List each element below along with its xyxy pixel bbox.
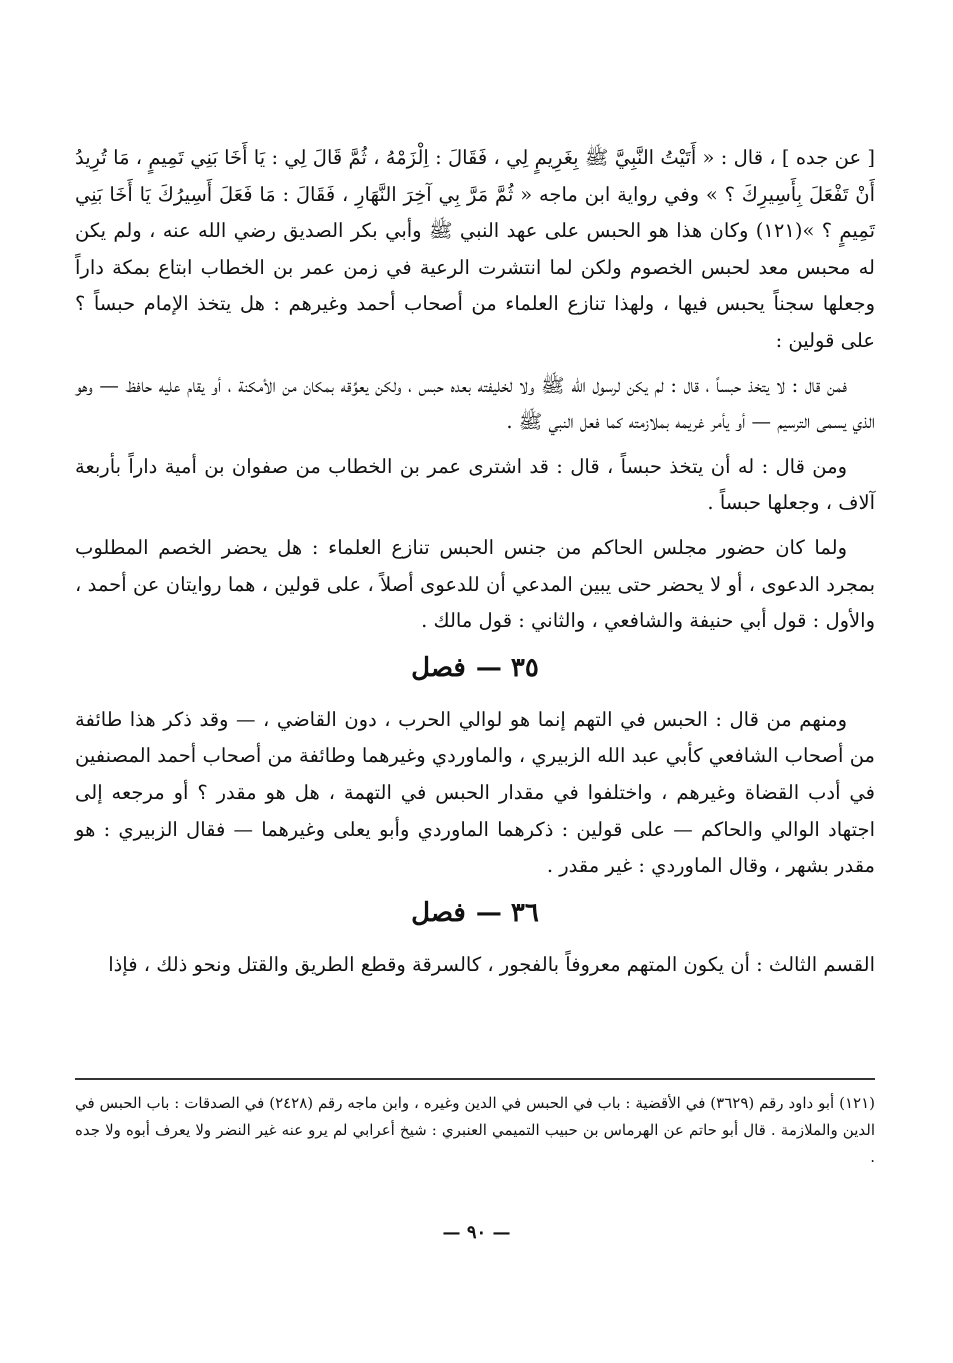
section-36-heading: [75, 893, 875, 933]
section-36-title: فصل: [411, 897, 466, 928]
paragraph-2: فمن قال : لا يتخذ حبساً ، قال : لم يكن لرسول الله ﷺ ولا لخليفته بعده حبس ، ولكن يعوِّقه بمكان من الأمكنة ، أو يقام عليه حافظ — وهو الذي يسمى الترسيم — أو يأمر غريمه بملازمته كما فعل النبي ﷺ .: [75, 373, 875, 434]
section-35-paragraph: ومنهم من قال : الحبس في التهم إنما هو لوالي الحرب ، دون القاضي ، — وقد ذكر هذا طائفة من أصحاب الشافعي كأبي عبد الله الزبيري ، والماوردي وغيرهما وطائفة من أصحاب أحمد المصنفين في أدب القضاة وغيرهم ، واختلفوا في مقدار الحبس في التهمة ، هل هو مقدر ؟ أو مرجعه إلى اجتهاد الوالي والحاكم — على قولين : ذكرهما الماوردي وأبو يعلى وغيرهما — فقال الزبيري : هو مقدر بشهر ، وقال الماوردي : غير مقدر .: [75, 707, 875, 878]
footnote-divider: [75, 1078, 875, 1080]
footnotes: [75, 1090, 875, 1171]
paragraph-3: ومن قال : له أن يتخذ حبساً ، قال : قد اشترى عمر بن الخطاب من صفوان بن أمية داراً بأربعة آلاف ، وجعلها حبساً .: [75, 454, 875, 515]
paragraph-1: [ عن جده ] ، قال : « أَتَيْتُ النَّبِيَّ ﷺ بِغَرِيمٍ لِي ، فَقَالَ : اِلْزَمْهُ ، ثُمَّ قَالَ لِي : يَا أَخَا بَنِي تَمِيمٍ ، مَا تُرِيدُ أَنْ تَفْعَلَ بِأَسِيرِكَ ؟ » وفي رواية ابن ماجه « ثُمَّ مَرَّ بِي آخِرَ النَّهَارِ ، فَقَالَ : مَا فَعَلَ أَسِيرُكَ يَا أَخَا بَنِي تَمِيمٍ ؟ »(١٢١) وكان هذا هو الحبس على عهد النبي ﷺ وأبي بكر الصديق رضي الله عنه ، ولم يكن له محبس معد لحبس الخصوم ولكن لما انتشرت الرعية في زمن عمر بن الخطاب ابتاع بمكة داراً وجعلها سجناً يحبس فيها ، ولهذا تنازع العلماء من أصحاب أحمد وغيرهم : هل يتخذ الإمام حبساً ؟ على قولين :: [75, 146, 875, 352]
section-36-number: ٣٦ —: [475, 897, 539, 928]
section-36-paragraph: القسم الثالث : أن يكون المتهم معروفاً بالفجور ، كالسرقة وقطع الطريق والقتل ونحو ذلك ، فإذا: [108, 952, 875, 976]
section-35-heading: [75, 648, 875, 688]
paragraph-4: ولما كان حضور مجلس الحاكم من جنس الحبس تنازع العلماء : هل يحضر الخصم المطلوب بمجرد الدعوى ، أو لا يحضر حتى يبين المدعي أن للدعوى أصلاً ، على قولين ، هما روايتان عن أحمد ، والأول : قول أبي حنيفة والشافعي ، والثاني : قول مالك .: [75, 535, 875, 633]
footnote-121: (١٢١) أبو داود رقم (٣٦٢٩) في الأقضية : باب في الحبس في الدين وغيره ، وابن ماجه رقم (٢٤٢٨) في الصدقات : باب الحبس في الدين والملازمة . قال أبو حاتم عن الهرماس بن حبيب التميمي العنبري : شيخ أعرابي لم يرو عنه غير النضر ولا يعرف أبوه ولا جده .: [75, 1094, 875, 1166]
section-35-number: ٣٥ —: [475, 652, 539, 683]
main-text: [75, 140, 875, 991]
section-35-title: فصل: [411, 652, 466, 683]
page-number: — ٩٠ —: [442, 1222, 511, 1243]
